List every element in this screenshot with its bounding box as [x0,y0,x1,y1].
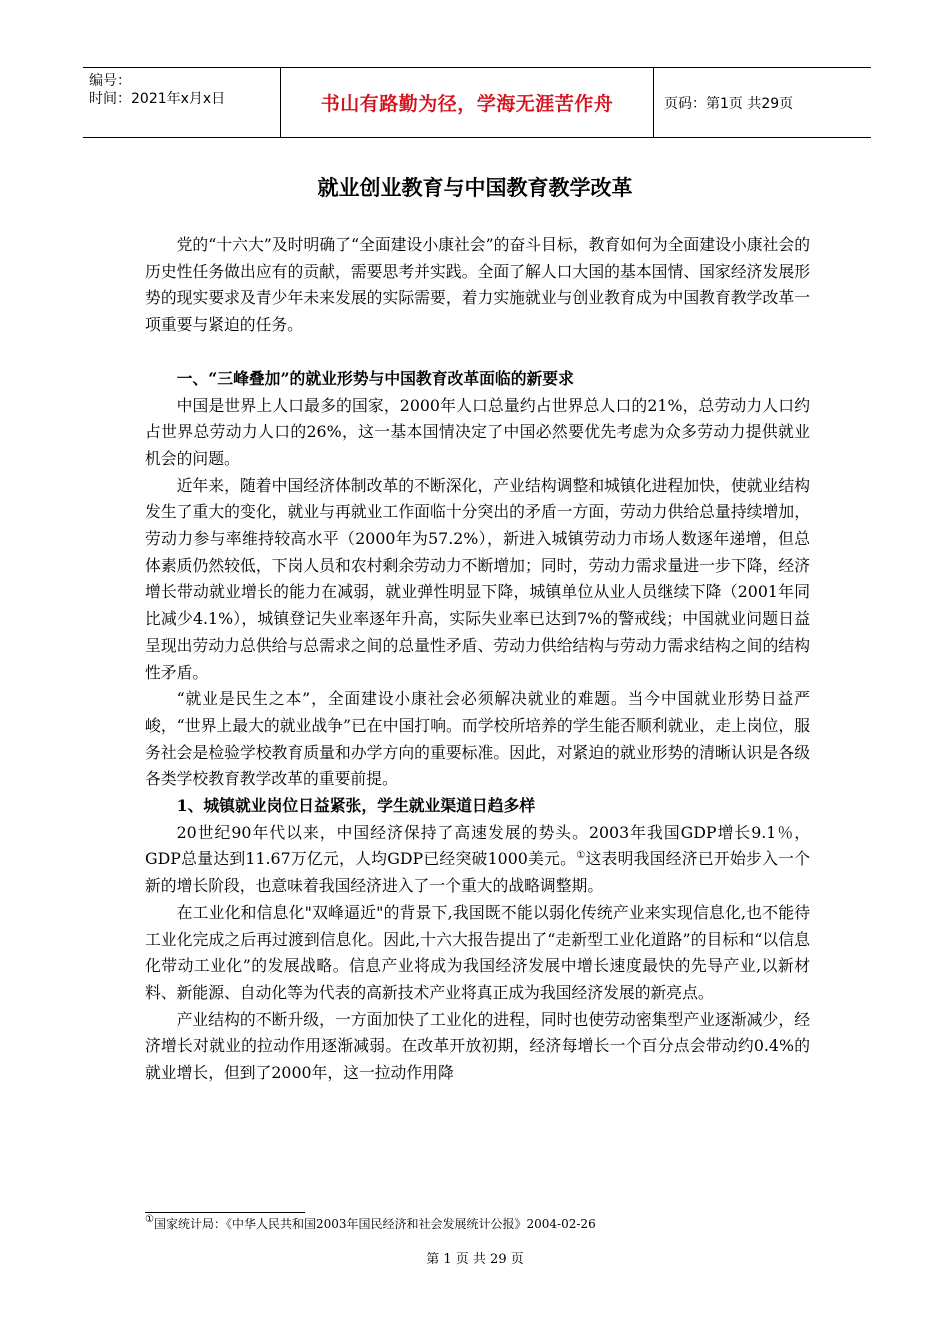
subsection-heading: 1、城镇就业岗位日益紧张，学生就业渠道日趋多样 [176,796,536,816]
number-label: 编号： [89,73,131,89]
header-motto: 书山有路勤为径，学海无涯苦作舟 [280,68,654,137]
document-body [145,232,810,1087]
paragraph [145,820,810,900]
paragraph: 产业结构的不断升级，一方面加快了工业化的进程，同时也使劳动密集型产业逐渐减少，经济增长对就业的拉动作用逐渐减弱。在改革开放初期，经济每增长一个百分点会带动约0.4%的就业增长，但到了2000年，这一拉动作用降 [145,1009,810,1083]
document-title: 就业创业教育与中国教育教学改革 [317,176,633,200]
paragraph: 中国是世界上人口最多的国家，2000年人口总量约占世界总人口的21%，总劳动力人口约占世界总劳动力人口的26%，这一基本国情决定了中国必然要优先考虑为众多劳动力提供就业机会的问题。 [145,395,810,468]
footnote-text: 国家统计局：《中华人民共和国2003年国民经济和社会发展统计公报》2004-02-26 [153,1217,596,1231]
paragraph: 在工业化和信息化"双峰逼近"的背景下,我国既不能以弱化传统产业来实现信息化,也不能待工业化完成之后再过渡到信息化。因此,十六大报告提出了“走新型工业化道路”的目标和“以信息化带动工业化”的发展战略。信息产业将成为我国经济发展中增长速度最快的先导产业,以新材料、新能源、自动化等为代表的高新技术产业将真正成为我国经济发展的新亮点。 [145,902,810,1002]
header-meta [83,68,280,137]
footnote [145,1216,596,1232]
footnote-ref[interactable]: ① [576,850,586,862]
section-heading: 一、“三峰叠加”的就业形势与中国教育改革面临的新要求 [176,368,574,388]
footnote-marker: ① [145,1214,154,1225]
paragraph: 近年来，随着中国经济体制改革的不断深化，产业结构调整和城镇化进程加快，使就业结构发生了重大的变化，就业与再就业工作面临十分突出的矛盾一方面，劳动力供给总量持续增加，劳动力参与率维持较高水平（2000年为57.2%），新进入城镇劳动力市场人数逐年递增，但总体素质仍然较低，下岗人员和农村剩余劳动力不断增加；同时，劳动力需求量进一步下降，经济增长带动就业增长的能力在减弱，就业弹性明显下降，城镇单位从业人员继续下降（2001年同比减少4.1%），城镇登记失业率逐年升高，实际失业率已达到7%的警戒线；中国就业问题日益呈现出劳动力总供给与总需求之间的总量性矛盾、劳动力供给结构与劳动力需求结构之间的结构性矛盾。 [145,475,810,682]
paragraph: 党的“十六大”及时明确了“全面建设小康社会”的奋斗目标，教育如何为全面建设小康社会的历史性任务做出应有的贡献，需要思考并实践。全面了解人口大国的基本国情、国家经济发展形势的现实要求及青少年未来发展的实际需要，着力实施就业与创业教育成为中国教育教学改革一项重要与紧迫的任务。 [145,235,810,335]
header-page-info: 页码：第1页 共29页 [664,95,794,112]
paragraph: “就业是民生之本”，全面建设小康社会必须解决就业的难题。当今中国就业形势日益严峻，“世界上最大的就业战争”已在中国打响。而学校所培养的学生能否顺利就业，走上岗位，服务社会是检验学校教育质量和办学方向的重要标准。因此，对紧迫的就业形势的清晰认识是各级各类学校教育教学改革的重要前提。 [145,689,810,789]
footnote-rule [145,1212,305,1213]
page-header [83,67,871,138]
page-footer: 第 1 页 共 29 页 [426,1252,524,1267]
paragraph-text: 20世纪90年代以来，中国经济保持了高速发展的势头。2003年我国GDP增长9.1％，GDP总量达到11.67万亿元，人均GDP已经突破1000美元。 [145,822,810,869]
time-label: 时间：2021年x月x日 [89,91,226,107]
paragraph-text: 这表明我国经济已开始步入一个新的增长阶段，也意味着我国经济进入了一个重大的战略调整期。 [145,849,810,896]
